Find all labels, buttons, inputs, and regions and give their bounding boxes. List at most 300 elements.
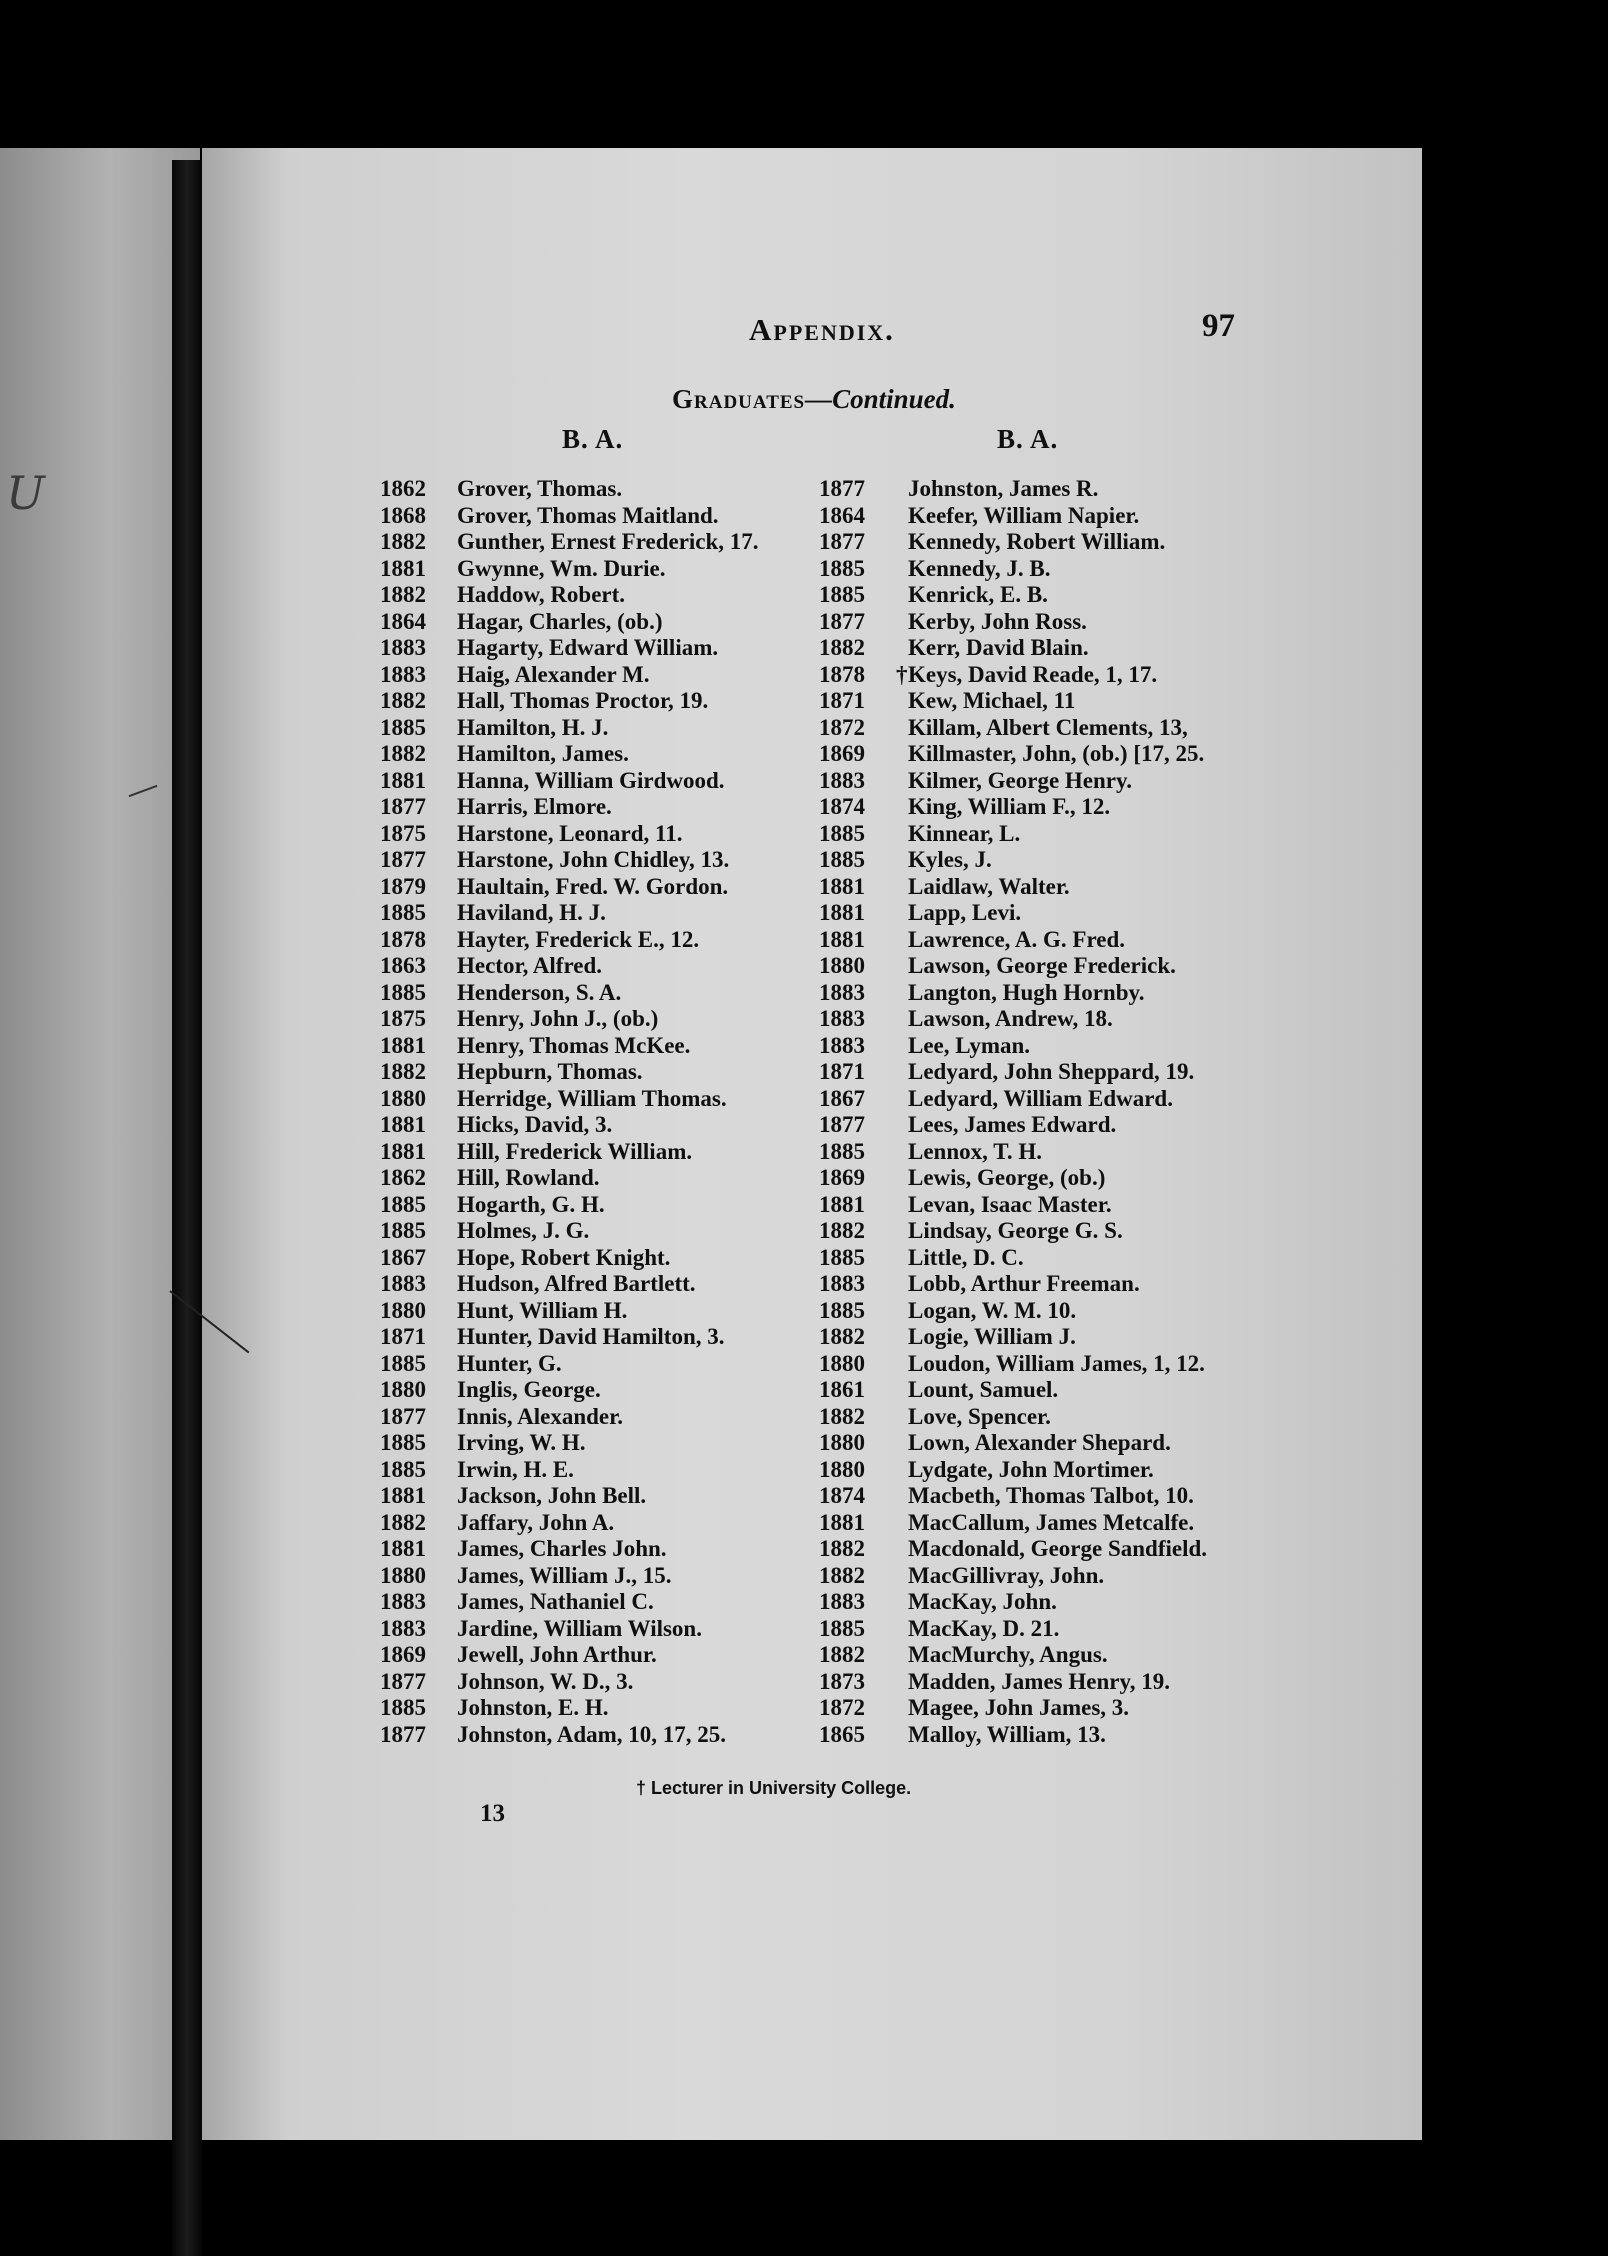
section-title (672, 384, 956, 415)
graduation-year: 1882 (819, 1324, 865, 1349)
section-title-italic: —Continued. (805, 384, 956, 414)
graduate-entry (380, 529, 759, 556)
graduate-entry (380, 1377, 759, 1404)
graduate-entry (380, 503, 759, 530)
graduation-year: 1883 (819, 1589, 865, 1614)
graduate-name: Loudon, William James, 1, 12. (908, 1350, 1205, 1376)
graduate-name: Jewell, John Arthur. (457, 1642, 657, 1667)
graduate-name: Jaffary, John A. (457, 1509, 615, 1535)
graduation-year: 1885 (380, 979, 426, 1005)
graduate-name: Levan, Isaac Master. (908, 1191, 1112, 1217)
graduate-name: Lees, James Edward. (908, 1112, 1117, 1137)
graduate-name: Kennedy, Robert William. (908, 529, 1166, 554)
graduate-entry (380, 662, 759, 689)
graduation-year: 1868 (380, 502, 426, 528)
graduate-name: Lewis, George, (ob.) (908, 1165, 1106, 1190)
graduate-entry (819, 1351, 1207, 1378)
graduate-entry (380, 927, 759, 954)
graduate-name: Lown, Alexander Shepard. (908, 1430, 1171, 1455)
graduate-name: Hepburn, Thomas. (457, 1059, 643, 1084)
graduation-year: 1885 (819, 1297, 865, 1323)
graduate-name: Ledyard, John Sheppard, 19. (908, 1059, 1195, 1084)
graduate-name: Johnson, W. D., 3. (457, 1668, 634, 1694)
graduation-year: 1880 (380, 1085, 426, 1111)
graduate-entry (819, 1086, 1207, 1113)
graduation-year: 1882 (380, 741, 426, 766)
graduate-entry (819, 1616, 1207, 1643)
graduation-year: 1882 (380, 529, 426, 554)
graduate-entry (819, 609, 1207, 636)
graduate-entry (819, 1165, 1207, 1192)
graduation-year: 1877 (380, 1403, 426, 1429)
graduate-entry (819, 821, 1207, 848)
graduate-entry (380, 1033, 759, 1060)
graduation-year: 1877 (819, 476, 865, 501)
graduation-year: 1881 (380, 1536, 426, 1561)
graduate-name: Holmes, J. G. (457, 1218, 590, 1243)
graduate-entry (819, 1536, 1207, 1563)
graduate-name: Irving, W. H. (457, 1430, 586, 1455)
dagger-mark: † (896, 661, 908, 687)
graduate-name: MacMurchy, Angus. (908, 1642, 1108, 1667)
graduate-name: Lobb, Arthur Freeman. (908, 1271, 1140, 1296)
graduation-year: 1872 (819, 1695, 865, 1720)
graduate-entry (819, 582, 1207, 609)
graduation-year: 1871 (819, 688, 865, 713)
graduate-entry (380, 1192, 759, 1219)
graduate-entry (380, 715, 759, 742)
graduation-year: 1877 (819, 1112, 865, 1137)
graduate-name: Grover, Thomas. (457, 476, 623, 501)
graduate-name: Madden, James Henry, 19. (908, 1668, 1170, 1694)
graduation-year: 1877 (819, 608, 865, 634)
graduate-entry (380, 1589, 759, 1616)
graduate-entry (819, 1483, 1207, 1510)
graduate-entry (819, 1059, 1207, 1086)
graduate-name: Hall, Thomas Proctor, 19. (457, 688, 709, 713)
graduate-entry (380, 582, 759, 609)
graduate-name: Lount, Samuel. (908, 1377, 1059, 1402)
graduate-name: Macdonald, George Sandfield. (908, 1536, 1208, 1561)
graduate-name: Langton, Hugh Hornby. (908, 979, 1145, 1005)
graduate-entry (380, 1430, 759, 1457)
graduation-year: 1877 (380, 847, 426, 872)
margin-mark: U (6, 466, 45, 520)
graduation-year: 1882 (380, 688, 426, 713)
graduate-entry (380, 980, 759, 1007)
graduation-year: 1880 (380, 1562, 426, 1588)
graduate-name: James, Nathaniel C. (457, 1589, 654, 1614)
graduate-name: Hunter, G. (457, 1350, 562, 1376)
graduate-name: Hicks, David, 3. (457, 1112, 613, 1137)
graduate-name: Killmaster, John, (ob.) [17, 25. (908, 741, 1205, 766)
graduate-name: Kerby, John Ross. (908, 608, 1087, 634)
graduate-entry (819, 1324, 1207, 1351)
graduation-year: 1877 (380, 1668, 426, 1694)
graduate-name: Hope, Robert Knight. (457, 1244, 671, 1270)
graduate-name: James, William J., 15. (457, 1562, 672, 1588)
graduation-year: 1881 (819, 1191, 865, 1217)
graduation-year: 1882 (819, 1403, 865, 1429)
graduate-name: Killam, Albert Clements, 13, (908, 714, 1188, 740)
graduate-name: Lapp, Levi. (908, 900, 1022, 925)
running-head: Appendix. (749, 312, 895, 347)
graduation-year: 1881 (819, 926, 865, 952)
graduation-year: 1883 (819, 979, 865, 1005)
graduation-year: 1885 (819, 1244, 865, 1270)
graduate-name: Hamilton, H. J. (457, 714, 609, 740)
graduation-year: 1880 (819, 1456, 865, 1482)
graduation-year: 1881 (819, 873, 865, 899)
graduate-name: Haddow, Robert. (457, 582, 626, 607)
graduate-name: Gwynne, Wm. Durie. (457, 555, 666, 581)
graduation-year: 1864 (380, 608, 426, 634)
graduate-name: Hudson, Alfred Bartlett. (457, 1271, 696, 1296)
graduation-year: 1867 (380, 1244, 426, 1270)
graduate-name: Henry, Thomas McKee. (457, 1032, 691, 1058)
graduate-name: King, William F., 12. (908, 794, 1111, 819)
graduation-year: 1878 (819, 661, 865, 687)
graduate-entry (380, 1536, 759, 1563)
graduate-entry (819, 476, 1207, 503)
graduation-year: 1874 (819, 794, 865, 819)
graduation-year: 1869 (819, 741, 865, 766)
graduate-entry (819, 847, 1207, 874)
graduation-year: 1881 (380, 1483, 426, 1508)
graduate-name: Lawrence, A. G. Fred. (908, 926, 1125, 952)
graduation-year: 1869 (380, 1642, 426, 1667)
graduation-year: 1882 (819, 1536, 865, 1561)
graduate-name: Kennedy, J. B. (908, 555, 1051, 581)
graduation-year: 1875 (380, 820, 426, 846)
graduate-name: Haviland, H. J. (457, 900, 606, 925)
graduate-entry (819, 1404, 1207, 1431)
graduate-entry (380, 1245, 759, 1272)
graduate-entry (819, 688, 1207, 715)
graduation-year: 1880 (380, 1297, 426, 1323)
graduation-year: 1883 (819, 1271, 865, 1296)
graduate-name: MacCallum, James Metcalfe. (908, 1509, 1195, 1535)
graduate-entry (819, 900, 1207, 927)
graduation-year: 1883 (380, 661, 426, 687)
graduate-entry (819, 953, 1207, 980)
graduate-name: Kenrick, E. B. (908, 582, 1048, 607)
graduate-name: Macbeth, Thomas Talbot, 10. (908, 1483, 1194, 1508)
graduation-year: 1881 (819, 1509, 865, 1535)
graduation-year: 1881 (380, 1032, 426, 1058)
graduate-name: Lindsay, George G. S. (908, 1218, 1123, 1243)
graduation-year: 1872 (819, 714, 865, 740)
graduation-year: 1885 (380, 1430, 426, 1455)
graduate-entry (380, 556, 759, 583)
graduation-year: 1873 (819, 1668, 865, 1694)
graduate-entry (819, 1722, 1207, 1749)
graduate-entry (380, 1298, 759, 1325)
graduation-year: 1885 (380, 900, 426, 925)
graduate-name: MacGillivray, John. (908, 1562, 1105, 1588)
graduate-entry (819, 1298, 1207, 1325)
graduate-entry (380, 1351, 759, 1378)
graduation-year: 1879 (380, 873, 426, 899)
graduate-entry (819, 1642, 1207, 1669)
graduate-name: Jackson, John Bell. (457, 1483, 647, 1508)
graduate-name: Hagar, Charles, (ob.) (457, 608, 663, 634)
graduation-year: 1862 (380, 1165, 426, 1190)
graduation-year: 1881 (380, 767, 426, 793)
graduate-entry (380, 635, 759, 662)
graduate-name: Logie, William J. (908, 1324, 1076, 1349)
graduate-name: Hanna, William Girdwood. (457, 767, 725, 793)
graduate-entry (380, 1324, 759, 1351)
graduation-year: 1883 (819, 767, 865, 793)
graduate-entry (380, 874, 759, 901)
graduate-entry (380, 1642, 759, 1669)
graduate-name: MacKay, D. 21. (908, 1615, 1060, 1641)
graduate-entry (380, 741, 759, 768)
graduate-entry (380, 688, 759, 715)
graduate-entry (380, 1510, 759, 1537)
graduation-year: 1877 (380, 1721, 426, 1747)
graduation-year: 1880 (819, 953, 865, 978)
graduate-entry (380, 1404, 759, 1431)
graduation-year: 1877 (819, 529, 865, 554)
right-column-heading: B. A. (997, 424, 1059, 454)
graduate-name: Hamilton, James. (457, 741, 629, 766)
graduate-name: Magee, John James, 3. (908, 1695, 1130, 1720)
graduate-entry (380, 794, 759, 821)
graduate-entry (380, 1139, 759, 1166)
graduate-entry (380, 821, 759, 848)
graduate-name: MacKay, John. (908, 1589, 1057, 1614)
graduate-name: Innis, Alexander. (457, 1403, 623, 1429)
graduate-entry (819, 1245, 1207, 1272)
graduate-name: Lydgate, John Mortimer. (908, 1456, 1154, 1482)
graduate-entry (819, 1033, 1207, 1060)
graduate-name: Inglis, George. (457, 1377, 601, 1402)
graduate-entry (819, 1457, 1207, 1484)
graduation-year: 1874 (819, 1483, 865, 1508)
graduation-year: 1881 (380, 555, 426, 581)
graduate-entry (819, 874, 1207, 901)
graduate-name: Irwin, H. E. (457, 1456, 574, 1482)
graduation-year: 1880 (819, 1430, 865, 1455)
graduate-entry (380, 1616, 759, 1643)
page-number: 97 (1202, 308, 1235, 344)
graduate-name: Herridge, William Thomas. (457, 1085, 727, 1111)
graduate-name: Lennox, T. H. (908, 1138, 1042, 1164)
graduation-year: 1883 (380, 1589, 426, 1614)
graduate-entry (819, 1139, 1207, 1166)
graduate-name: Hagarty, Edward William. (457, 635, 719, 660)
graduation-year: 1864 (819, 502, 865, 528)
graduate-entry (819, 927, 1207, 954)
graduation-year: 1881 (380, 1138, 426, 1164)
graduate-entry (380, 1059, 759, 1086)
graduation-year: 1885 (380, 1456, 426, 1482)
footnote: † Lecturer in University College. (636, 1778, 912, 1798)
graduate-entry (380, 1165, 759, 1192)
graduation-year: 1871 (819, 1059, 865, 1084)
graduate-name: Harstone, John Chidley, 13. (457, 847, 730, 872)
graduate-name: Kinnear, L. (908, 820, 1021, 846)
graduate-name: James, Charles John. (457, 1536, 667, 1561)
graduate-entry (819, 980, 1207, 1007)
graduate-entry (819, 1192, 1207, 1219)
graduate-entry (819, 1218, 1207, 1245)
graduation-year: 1882 (819, 1218, 865, 1243)
facing-page-edge (0, 148, 200, 2140)
graduate-name: Kerr, David Blain. (908, 635, 1089, 660)
graduate-name: Harris, Elmore. (457, 794, 612, 819)
graduate-name: Hogarth, G. H. (457, 1191, 605, 1217)
graduation-year: 1882 (380, 1059, 426, 1084)
graduate-entry (380, 1563, 759, 1590)
graduate-entry (819, 741, 1207, 768)
graduate-name: Keefer, William Napier. (908, 502, 1140, 528)
graduate-name: Logan, W. M. 10. (908, 1297, 1077, 1323)
graduate-name: Johnston, James R. (908, 476, 1099, 501)
graduation-year: 1880 (380, 1377, 426, 1402)
graduate-entry (819, 715, 1207, 742)
graduation-year: 1885 (819, 1615, 865, 1641)
graduation-year: 1885 (819, 582, 865, 607)
graduate-name: Harstone, Leonard, 11. (457, 820, 683, 846)
book-spine-shadow (172, 160, 202, 2256)
graduate-name: Hill, Frederick William. (457, 1138, 693, 1164)
graduate-entry (819, 1669, 1207, 1696)
graduate-name: Kew, Michael, 11 (908, 688, 1076, 713)
graduate-name: Hunter, David Hamilton, 3. (457, 1324, 725, 1349)
graduate-name: Haultain, Fred. W. Gordon. (457, 873, 729, 899)
graduate-name: Lawson, Andrew, 18. (908, 1006, 1113, 1031)
graduate-entry (380, 1271, 759, 1298)
graduate-entry (380, 1112, 759, 1139)
graduate-name: Kilmer, George Henry. (908, 767, 1132, 793)
graduate-name: Henry, John J., (ob.) (457, 1006, 659, 1031)
graduation-year: 1865 (819, 1721, 865, 1747)
graduate-entry (819, 1006, 1207, 1033)
graduate-name: Lee, Lyman. (908, 1032, 1031, 1058)
graduate-entry (819, 1510, 1207, 1537)
graduate-name: Lawson, George Frederick. (908, 953, 1176, 978)
graduate-name: Malloy, William, 13. (908, 1721, 1106, 1747)
graduate-entry (819, 1112, 1207, 1139)
graduate-entry (819, 556, 1207, 583)
graduate-name: Hector, Alfred. (457, 953, 602, 978)
signature-mark: 13 (480, 1800, 505, 1827)
graduation-year: 1861 (819, 1377, 865, 1402)
graduation-year: 1885 (819, 820, 865, 846)
graduate-name: Love, Spencer. (908, 1403, 1051, 1429)
page (202, 148, 1422, 2140)
graduate-entry (380, 1695, 759, 1722)
graduate-entry (380, 1006, 759, 1033)
graduation-year: 1882 (819, 1562, 865, 1588)
graduate-entry (819, 529, 1207, 556)
graduation-year: 1883 (380, 1271, 426, 1296)
graduation-year: 1883 (819, 1006, 865, 1031)
graduation-year: 1885 (819, 555, 865, 581)
graduate-entry (380, 1218, 759, 1245)
graduate-entry (380, 476, 759, 503)
graduate-entry (819, 1271, 1207, 1298)
graduate-name: Laidlaw, Walter. (908, 873, 1070, 899)
graduate-entry (380, 1722, 759, 1749)
graduate-name: Keys, David Reade, 1, 17. (908, 661, 1158, 687)
graduation-year: 1881 (819, 900, 865, 925)
graduation-year: 1883 (819, 1032, 865, 1058)
graduation-year: 1869 (819, 1165, 865, 1190)
graduate-entry (819, 662, 1207, 689)
graduation-year: 1862 (380, 476, 426, 501)
graduate-entry (819, 1589, 1207, 1616)
graduation-year: 1885 (380, 1218, 426, 1243)
graduation-year: 1885 (380, 714, 426, 740)
graduate-entry (380, 1457, 759, 1484)
graduation-year: 1882 (819, 635, 865, 660)
graduation-year: 1882 (819, 1642, 865, 1667)
graduate-entry (819, 768, 1207, 795)
graduate-entry (380, 953, 759, 980)
right-graduate-list (819, 476, 1207, 1748)
graduation-year: 1882 (380, 1509, 426, 1535)
graduate-entry (819, 503, 1207, 530)
graduate-entry (380, 609, 759, 636)
graduate-entry (819, 1377, 1207, 1404)
graduate-name: Johnston, Adam, 10, 17, 25. (457, 1721, 727, 1747)
graduation-year: 1878 (380, 926, 426, 952)
graduate-entry (819, 794, 1207, 821)
left-graduate-list (380, 476, 759, 1748)
graduate-entry (380, 847, 759, 874)
graduate-entry (380, 1483, 759, 1510)
graduate-name: Johnston, E. H. (457, 1695, 609, 1720)
graduate-name: Gunther, Ernest Frederick, 17. (457, 529, 759, 554)
graduation-year: 1885 (819, 847, 865, 872)
graduate-entry (819, 1430, 1207, 1457)
graduate-name: Grover, Thomas Maitland. (457, 502, 719, 528)
graduation-year: 1863 (380, 953, 426, 978)
graduate-name: Henderson, S. A. (457, 979, 622, 1005)
graduation-year: 1885 (380, 1350, 426, 1376)
graduate-entry (380, 900, 759, 927)
graduation-year: 1885 (380, 1191, 426, 1217)
graduate-name: Hunt, William H. (457, 1297, 628, 1323)
graduate-entry (380, 1086, 759, 1113)
graduate-name: Hayter, Frederick E., 12. (457, 926, 700, 952)
graduation-year: 1883 (380, 635, 426, 660)
graduation-year: 1875 (380, 1006, 426, 1031)
graduate-name: Haig, Alexander M. (457, 661, 650, 687)
graduation-year: 1882 (380, 582, 426, 607)
graduation-year: 1880 (819, 1350, 865, 1376)
graduate-name: Hill, Rowland. (457, 1165, 600, 1190)
graduation-year: 1871 (380, 1324, 426, 1349)
graduate-name: Kyles, J. (908, 847, 992, 872)
section-title-caps: Graduates (672, 384, 806, 414)
graduation-year: 1885 (380, 1695, 426, 1720)
left-column-heading: B. A. (562, 424, 624, 454)
graduation-year: 1867 (819, 1085, 865, 1111)
graduate-entry (819, 635, 1207, 662)
graduate-name: Ledyard, William Edward. (908, 1085, 1173, 1111)
graduation-year: 1877 (380, 794, 426, 819)
graduate-entry (819, 1695, 1207, 1722)
graduation-year: 1881 (380, 1112, 426, 1137)
graduate-entry (380, 1669, 759, 1696)
graduate-entry (380, 768, 759, 795)
graduate-entry (819, 1563, 1207, 1590)
